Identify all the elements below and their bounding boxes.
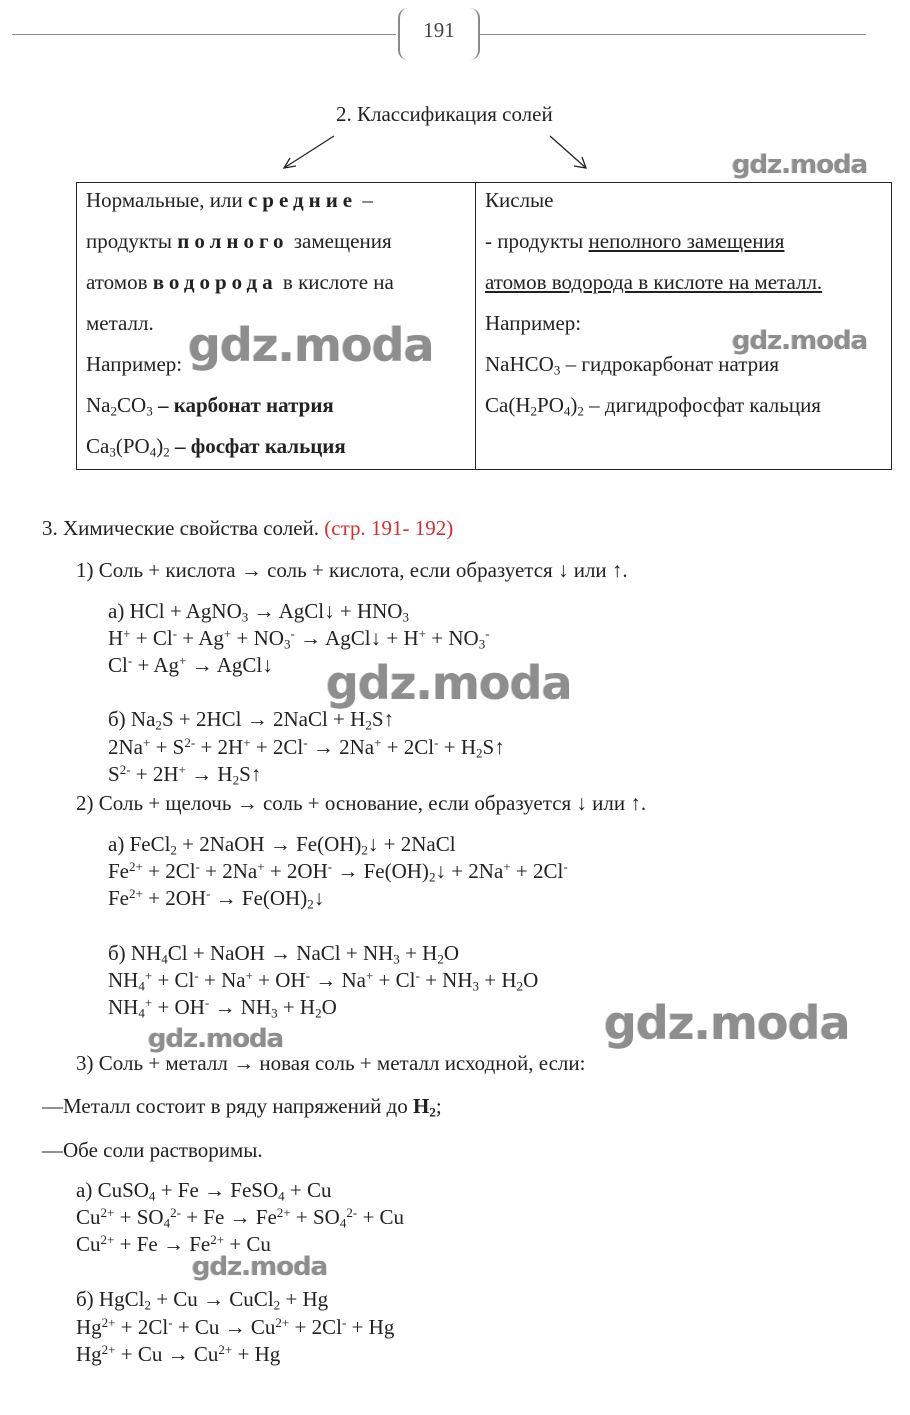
item-2: 2) Соль + щелочь → соль + основание, если образуется ↓ или ↑. [76, 791, 647, 815]
acid-line-1: Кислые [485, 188, 554, 212]
eq-1a-full-ionic: $H^+ + Cl^- + Ag^+ + NO_3^-$ → AgCl↓ + $H^+ + NO_3^-$ [108, 625, 490, 652]
acid-line-2: - продукты неполного замещения [485, 229, 785, 253]
eq-2b-full-ionic: $NH_4^+ + Cl^- + Na^+ + OH^- \to Na^+ + Cl^- + NH_3 + H_2O$ [108, 967, 539, 994]
acid-example-label: Например: [485, 311, 582, 335]
header-rule-right [478, 34, 866, 35]
classification-arrows [270, 128, 620, 178]
eq-3a-molecular: а) CuSO$_4$ + Fe → FeSO$_4$ + Cu [76, 1178, 332, 1204]
eq-2b-short-ionic: $NH_4^+ + OH^- \to NH_3 + H_2O$ [108, 994, 337, 1021]
eq-2a-molecular: а) FeCl$_2$ + 2NaOH → $Fe(OH)_2↓$ + 2NaCl [108, 832, 456, 858]
normal-line-1: Нормальные, или средние – [86, 188, 373, 212]
watermark: gdz.moda [188, 318, 434, 372]
watermark: gdz.moda [732, 326, 868, 356]
watermark: gdz.moda [192, 1252, 328, 1282]
eq-1a-molecular: а) HCl + AgNO$_3$ → AgCl↓ + $HNO_3$ [108, 599, 409, 625]
eq-1b-molecular: б) $Na_2S + 2HCl$ → 2NaCl + $H_2S↑$ [108, 707, 395, 733]
eq-3a-full-ionic: $Cu^{2+} + SO_4^{2-} + Fe \to Fe^{2+} + SO_4^{2-} + Cu$ [76, 1204, 405, 1231]
table-divider [475, 183, 476, 469]
acid-line-3: атомов водорода в кислоте на металл. [485, 270, 823, 294]
condition-2: —Обе соли растворимы. [42, 1138, 263, 1162]
normal-example-1: $Na_2CO_3$ – карбонат натрия [86, 393, 334, 419]
section-3-title: 3. Химические свойства солей. (стр. 191- 192) [42, 516, 454, 540]
watermark: gdz.moda [148, 1024, 284, 1054]
watermark: gdz.moda [326, 656, 572, 710]
normal-line-4: металл. [86, 311, 154, 335]
classification-heading: 2. Классификация солей [336, 102, 553, 126]
condition-1: —Металл состоит в ряду напряжений до $H_2$; [42, 1094, 442, 1120]
eq-1b-full-ionic: $2Na^+ + S^{2-} + 2H^+ + 2Cl^- \to 2Na^+ + 2Cl^-$ + $H_2S↑$ [108, 734, 505, 761]
normal-line-2: продукты полного замещения [86, 229, 392, 253]
item-3: 3) Соль + металл → новая соль + металл исходной, если: [76, 1051, 586, 1075]
eq-2a-full-ionic: $Fe^{2+} + 2Cl^- + 2Na^+ + 2OH^-$ → $Fe(OH)_2↓ + 2Na^+ + 2Cl^-$ [108, 858, 568, 885]
page-reference: (стр. 191- 192) [324, 516, 454, 540]
eq-3b-full-ionic: $Hg^{2+} + 2Cl^- + Cu \to Cu^{2+} + 2Cl^- + Hg$ [76, 1314, 395, 1339]
watermark: gdz.moda [732, 150, 868, 180]
normal-line-3: атомов водорода в кислоте на [86, 270, 394, 294]
eq-2a-short-ionic: $Fe^{2+} + 2OH^-$ → $Fe(OH)_2↓$ [108, 885, 325, 912]
acid-example-1: NaHCO$_3$ – гидрокарбонат натрия [485, 352, 780, 378]
eq-2b-molecular: б) $NH_4Cl$ + NaOH → NaCl + $NH_3 + H_2O$ [108, 941, 460, 967]
normal-example-label: Например: [86, 352, 183, 376]
header-rule-left [12, 34, 396, 35]
normal-example-2: $Ca_3(PO_4)_2$ – фосфат кальция [86, 434, 346, 460]
acid-salts-cell [485, 183, 885, 429]
eq-1b-short-ionic: $S^{2-} + 2H^+$ → $H_2S↑$ [108, 761, 262, 788]
item-1: 1) Соль + кислота → соль + кислота, если образуется ↓ или ↑. [76, 558, 628, 582]
eq-1a-short-ionic: Cl- + Ag+ → AgCl↓ [108, 652, 273, 677]
eq-3b-molecular: б) HgCl$_2$ + Cu → CuCl$_2$ + Hg [76, 1287, 329, 1313]
watermark: gdz.moda [604, 996, 850, 1050]
page-number: 191 [398, 8, 480, 60]
eq-3a-short-ionic: $Cu^{2+} + Fe \to Fe^{2+} + Cu$ [76, 1231, 271, 1256]
eq-3b-short-ionic: $Hg^{2+} + Cu \to Cu^{2+} + Hg$ [76, 1341, 281, 1366]
acid-example-2: $Ca(H_2PO_4)_2$ – дигидрофосфат кальция [485, 393, 821, 419]
